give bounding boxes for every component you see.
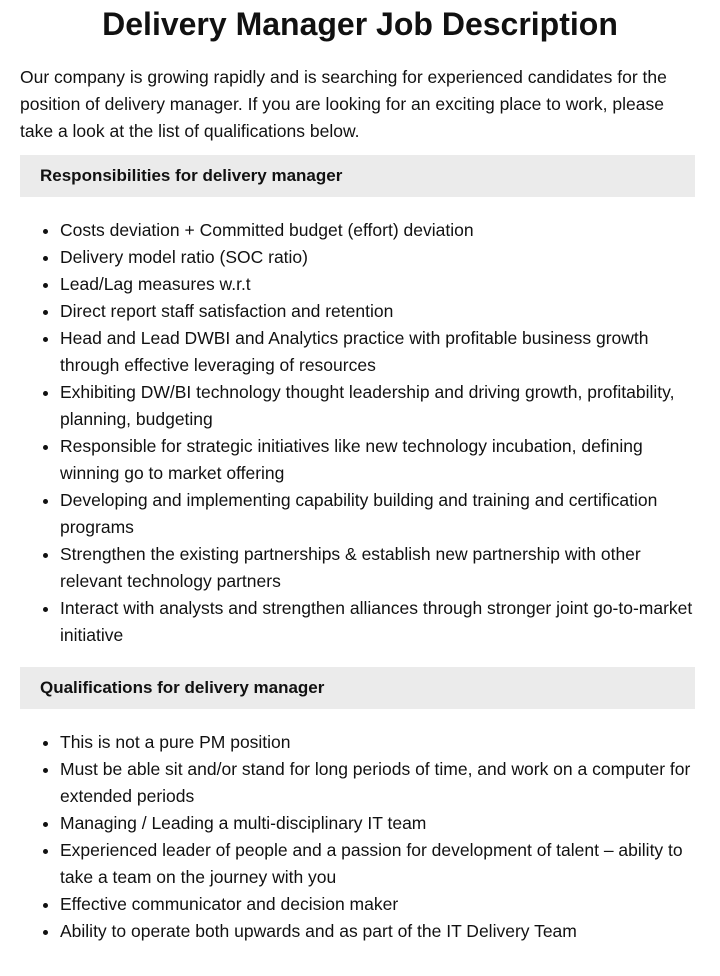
list-item: • Lead/Lag measures w.r.t [60, 271, 700, 298]
list-item: • Interact with analysts and strengthen alliances through stronger joint go-to-market initiative [60, 595, 700, 649]
list-item: • Experienced leader of people and a passion for development of talent – ability to take a team on the journey with you [60, 837, 700, 891]
qualifications-heading: Qualifications for delivery manager [20, 667, 695, 709]
responsibilities-list [20, 217, 700, 649]
list-item: • Direct report staff satisfaction and retention [60, 298, 700, 325]
responsibilities-heading: Responsibilities for delivery manager [20, 155, 695, 197]
intro-text: Our company is growing rapidly and is searching for experienced candidates for the position of delivery manager. If you are looking for an exciting place to work, please take a look at the list of qualifications below. [20, 67, 667, 141]
list-item: • Developing and implementing capability building and training and certification programs [60, 487, 700, 541]
qualifications-list [20, 729, 700, 945]
list-item: • Effective communicator and decision maker [60, 891, 700, 918]
list-item: • Head and Lead DWBI and Analytics practice with profitable business growth through effective leveraging of resources [60, 325, 700, 379]
list-item: • Must be able sit and/or stand for long periods of time, and work on a computer for extended periods [60, 756, 700, 810]
list-item: • Strengthen the existing partnerships & establish new partnership with other relevant technology partners [60, 541, 700, 595]
list-item: • Costs deviation + Committed budget (effort) deviation [60, 217, 700, 244]
list-item: • Delivery model ratio (SOC ratio) [60, 244, 700, 271]
list-item: • Exhibiting DW/BI technology thought leadership and driving growth, profitability, planning, budgeting [60, 379, 700, 433]
list-item: • This is not a pure PM position [60, 729, 700, 756]
list-item: • Managing / Leading a multi-disciplinary IT team [60, 810, 700, 837]
list-item: • Responsible for strategic initiatives like new technology incubation, defining winning go to market offering [60, 433, 700, 487]
list-item: • Ability to operate both upwards and as part of the IT Delivery Team [60, 918, 700, 945]
page-title: Delivery Manager Job Description [102, 6, 618, 42]
